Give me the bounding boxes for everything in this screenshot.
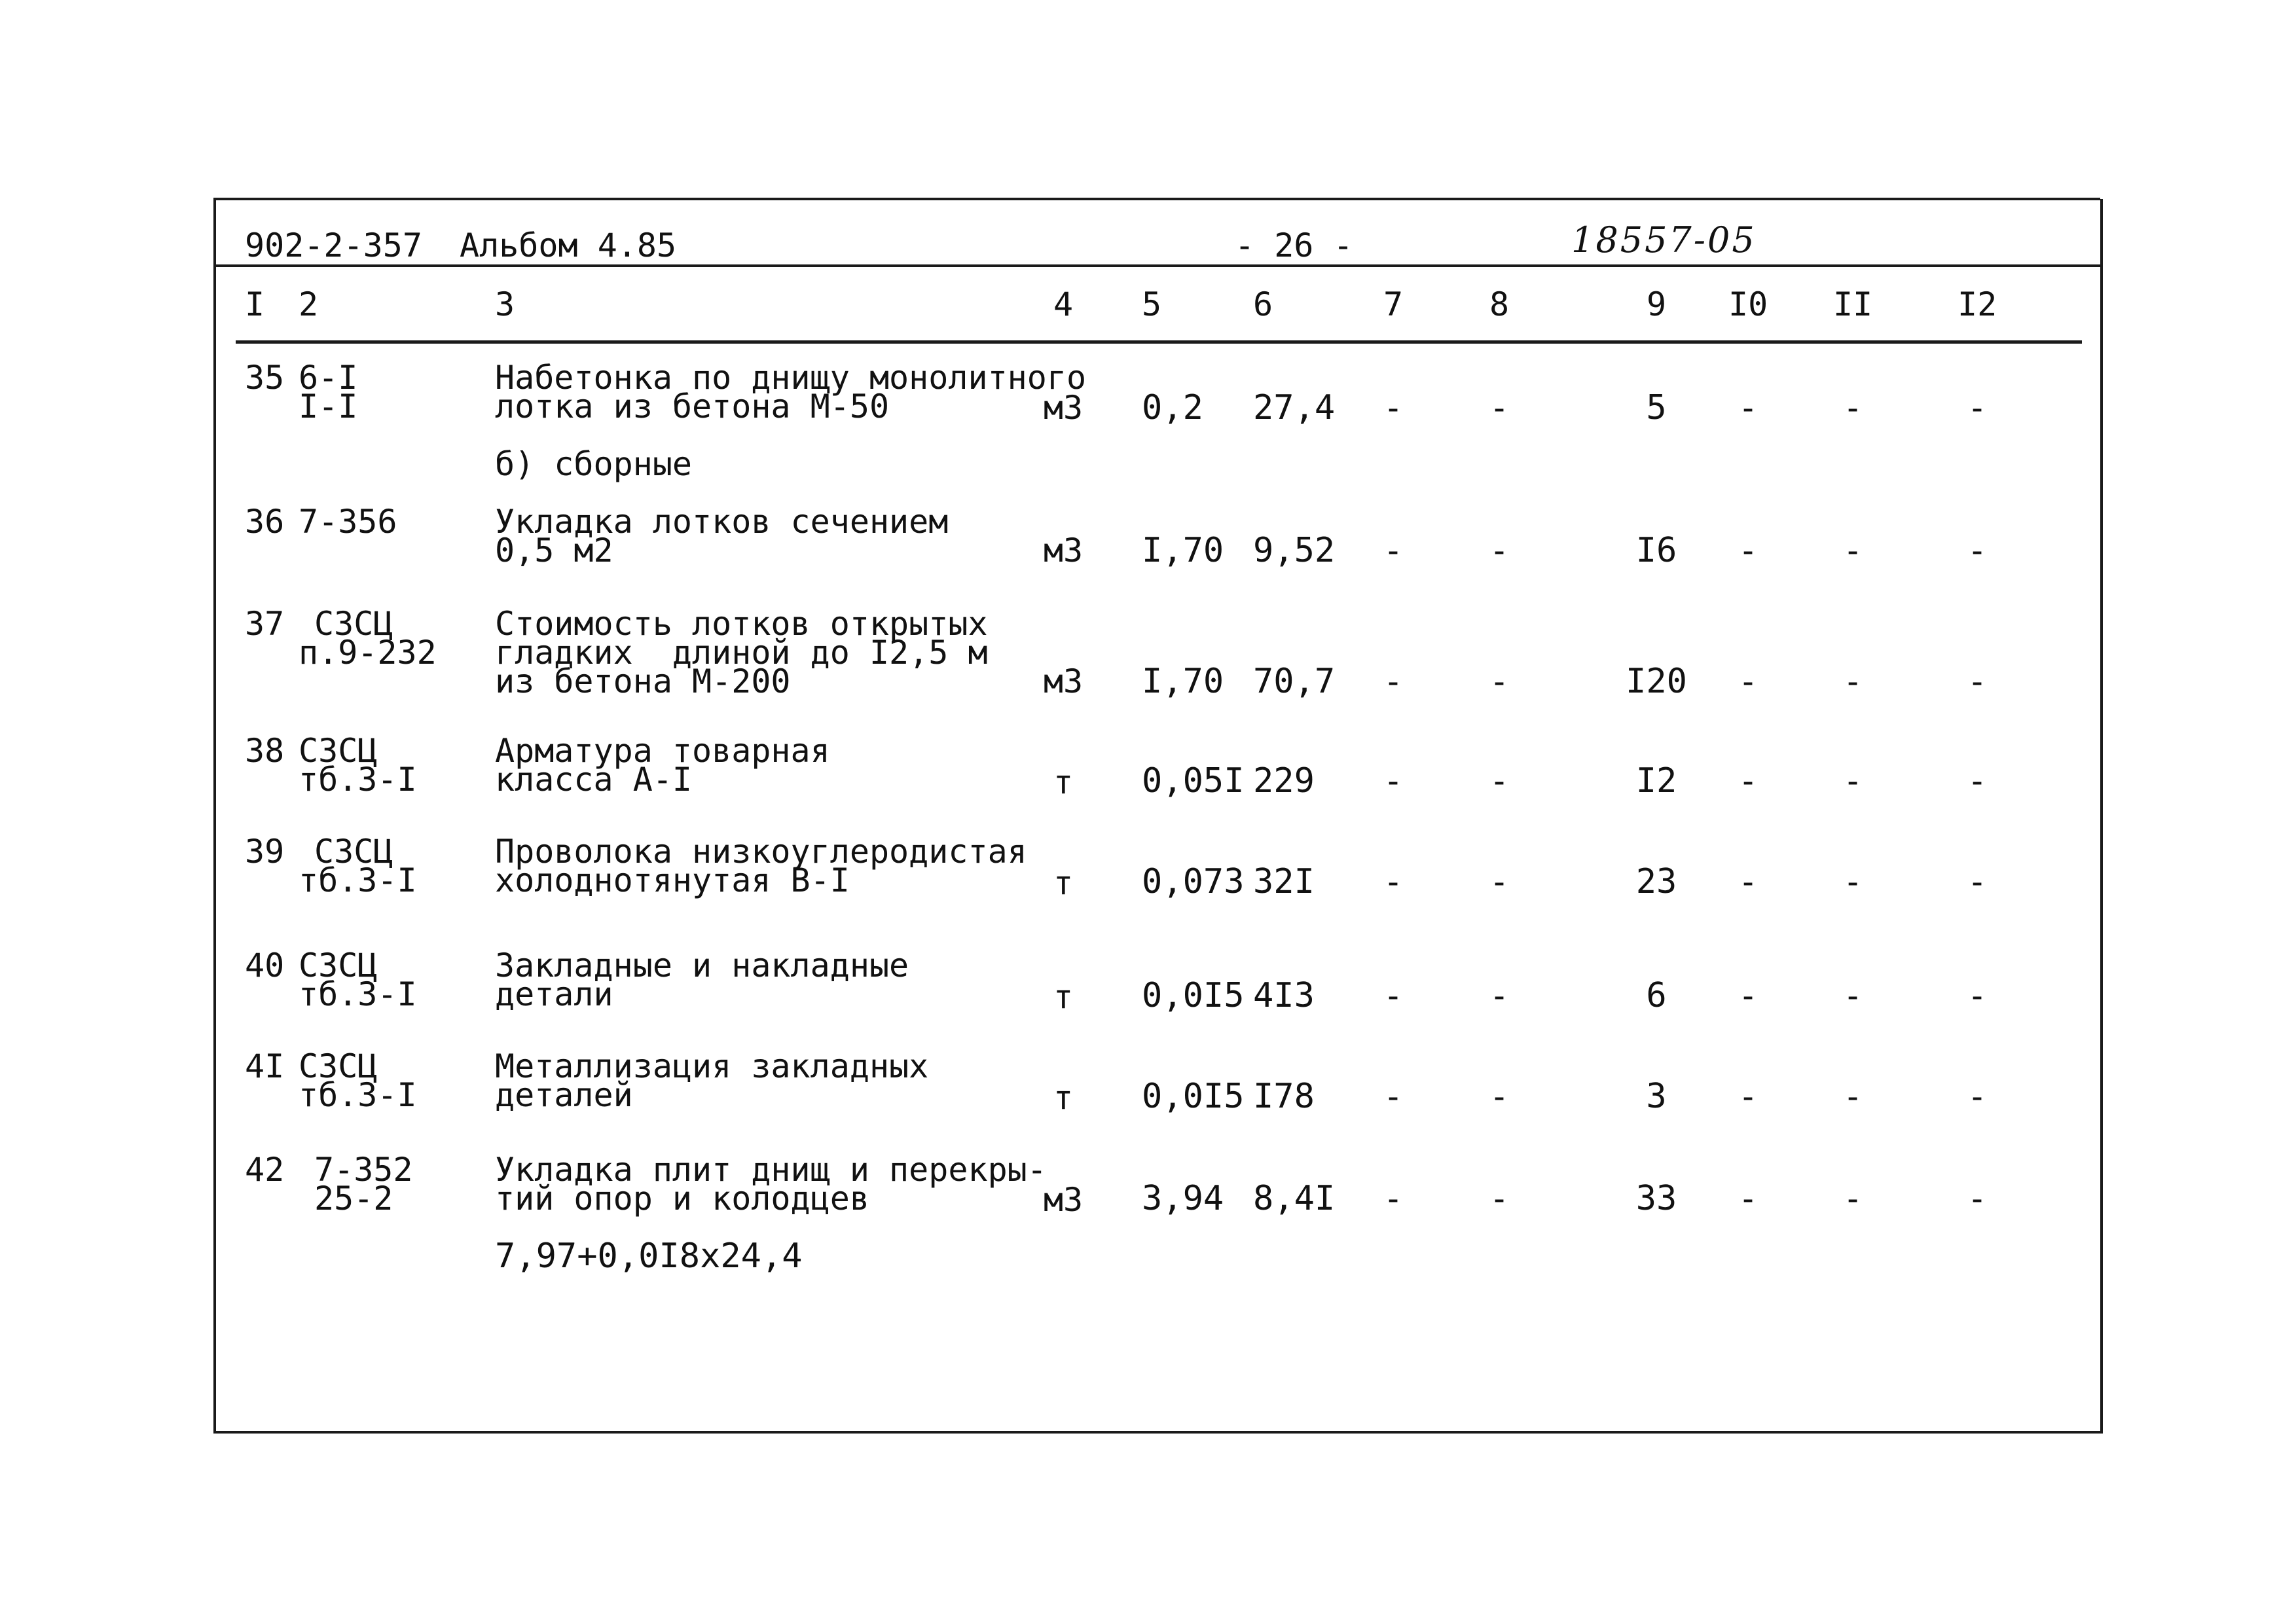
row-unit: т	[1053, 864, 1074, 902]
col-header-1: I	[245, 285, 265, 323]
row-col8: -	[1489, 389, 1510, 427]
col-header-10: I0	[1728, 285, 1768, 323]
row-price: 229	[1253, 761, 1315, 801]
row-description: из бетона М-200	[495, 662, 791, 700]
bottom-border	[213, 1431, 2100, 1434]
row-number: 42	[245, 1151, 285, 1189]
row-col10: -	[1738, 389, 1758, 427]
header-divider	[213, 264, 2100, 267]
row-col7: -	[1383, 389, 1404, 427]
row-col7: -	[1383, 662, 1404, 700]
col-header-11: II	[1833, 285, 1873, 323]
row-description: Проволока низкоуглеродистая	[495, 833, 1027, 871]
row-col9: 5	[1646, 388, 1667, 427]
row-ref: СЗСЦ	[314, 605, 393, 643]
col-header-5: 5	[1142, 285, 1162, 323]
row-ref: тб.3-I	[299, 861, 417, 899]
row-col8: -	[1489, 863, 1510, 901]
row-col8: -	[1489, 762, 1510, 800]
row-unit: т	[1053, 978, 1074, 1016]
row-number: 36	[245, 503, 285, 541]
row-quantity: 3,94	[1142, 1179, 1224, 1218]
row-description: 0,5 м2	[495, 532, 613, 569]
row-col11: -	[1842, 662, 1863, 700]
row-description: детали	[495, 975, 613, 1013]
row-col10: -	[1738, 532, 1758, 569]
row-col10: -	[1738, 863, 1758, 901]
row-ref: п.9-232	[299, 634, 437, 672]
row-ref: СЗСЦ	[299, 732, 378, 770]
top-border	[213, 198, 2100, 200]
row-number: 4I	[245, 1047, 285, 1085]
row-col8: -	[1489, 532, 1510, 569]
row-description: Стоимость лотков открытых	[495, 605, 988, 643]
row-col9: I6	[1635, 531, 1677, 570]
handwritten-code: 18557-05	[1571, 219, 1757, 261]
row-col12: -	[1967, 389, 1988, 427]
row-col9: I20	[1626, 662, 1687, 701]
row-col8: -	[1489, 1180, 1510, 1218]
row-col10: -	[1738, 762, 1758, 800]
col-header-3: 3	[495, 285, 515, 323]
row-col11: -	[1842, 863, 1863, 901]
row-col8: -	[1489, 1077, 1510, 1115]
row-col7: -	[1383, 762, 1404, 800]
col-header-12: I2	[1958, 285, 1997, 323]
row-description: Укладка лотков сечением	[495, 503, 949, 541]
row-col8: -	[1489, 977, 1510, 1015]
row-unit: т	[1053, 763, 1074, 801]
row-quantity: 0,0I5	[1142, 976, 1245, 1015]
row-price: 32I	[1253, 862, 1315, 901]
row-col7: -	[1383, 863, 1404, 901]
row-col9: I2	[1635, 761, 1677, 801]
row-ref: 25-2	[314, 1180, 393, 1218]
row-col7: -	[1383, 1077, 1404, 1115]
row-unit: м3	[1043, 662, 1084, 700]
row-ref: 7-356	[299, 503, 397, 541]
row-price: 4I3	[1253, 976, 1315, 1015]
row-col9: 6	[1646, 976, 1667, 1015]
col-header-4: 4	[1053, 285, 1074, 323]
row-price: 27,4	[1253, 388, 1336, 427]
row-col11: -	[1842, 977, 1863, 1015]
row-ref: тб.3-I	[299, 1076, 417, 1114]
album-label: Альбом 4.85	[460, 226, 677, 264]
row-col7: -	[1383, 1180, 1404, 1218]
row-unit: м3	[1043, 532, 1084, 569]
row-unit: м3	[1043, 1181, 1084, 1219]
row-description: класса А-I	[495, 761, 693, 799]
row-col12: -	[1967, 762, 1988, 800]
row-price: 70,7	[1253, 662, 1336, 701]
col-header-8: 8	[1489, 285, 1510, 323]
row-col7: -	[1383, 532, 1404, 569]
doc-code: 902-2-357	[245, 226, 422, 264]
row-number: 38	[245, 732, 285, 770]
row-col12: -	[1967, 977, 1988, 1015]
row-unit: м3	[1043, 389, 1084, 427]
row-ref: тб.3-I	[299, 761, 417, 799]
row-quantity: 0,05I	[1142, 761, 1245, 801]
row-col11: -	[1842, 1077, 1863, 1115]
row-ref: СЗСЦ	[299, 947, 378, 984]
row-quantity: I,70	[1142, 531, 1224, 570]
row-quantity: 0,2	[1142, 388, 1203, 427]
row-description: Арматура товарная	[495, 732, 830, 770]
row-number: 37	[245, 605, 285, 643]
row-col11: -	[1842, 389, 1863, 427]
row-description: Закладные и накладные	[495, 947, 909, 984]
row-ref: I-I	[299, 388, 358, 425]
row-col10: -	[1738, 977, 1758, 1015]
formula-line: 7,97+0,0I8x24,4	[495, 1236, 803, 1276]
section-subheading: б) сборные	[495, 445, 693, 483]
row-quantity: 0,0I5	[1142, 1077, 1245, 1116]
col-header-6: 6	[1253, 285, 1273, 323]
row-col11: -	[1842, 762, 1863, 800]
row-price: I78	[1253, 1077, 1315, 1116]
row-col8: -	[1489, 662, 1510, 700]
row-description: Металлизация закладных	[495, 1047, 929, 1085]
row-col12: -	[1967, 662, 1988, 700]
row-description: Укладка плит днищ и перекры-	[495, 1151, 1047, 1189]
row-col7: -	[1383, 977, 1404, 1015]
row-description: холоднотянутая В-I	[495, 861, 850, 899]
row-ref: 6-I	[299, 359, 358, 397]
row-col12: -	[1967, 532, 1988, 569]
col-header-7: 7	[1383, 285, 1404, 323]
row-number: 35	[245, 359, 285, 397]
row-col11: -	[1842, 1180, 1863, 1218]
row-ref: СЗСЦ	[299, 1047, 378, 1085]
row-col9: 33	[1635, 1179, 1677, 1218]
page-number: - 26 -	[1235, 226, 1353, 264]
col-header-2: 2	[299, 285, 319, 323]
row-quantity: I,70	[1142, 662, 1224, 701]
row-description: Набетонка по днищу монолитного	[495, 359, 1087, 397]
row-col10: -	[1738, 662, 1758, 700]
row-number: 40	[245, 947, 285, 984]
row-description: лотка из бетона М-50	[495, 388, 890, 425]
row-unit: т	[1053, 1079, 1074, 1117]
row-description: гладких длиной до I2,5 м	[495, 634, 988, 672]
row-quantity: 0,073	[1142, 862, 1245, 901]
row-price: 8,4I	[1253, 1179, 1336, 1218]
row-col9: 3	[1646, 1077, 1667, 1116]
row-price: 9,52	[1253, 531, 1336, 570]
row-description: тий опор и колодцев	[495, 1180, 869, 1218]
column-header-divider	[236, 340, 2082, 344]
row-col12: -	[1967, 863, 1988, 901]
row-col10: -	[1738, 1077, 1758, 1115]
row-col9: 23	[1635, 862, 1677, 901]
row-col12: -	[1967, 1180, 1988, 1218]
row-number: 39	[245, 833, 285, 871]
row-col12: -	[1967, 1077, 1988, 1115]
row-ref: тб.3-I	[299, 975, 417, 1013]
row-ref: 7-352	[314, 1151, 413, 1189]
row-ref: СЗСЦ	[314, 833, 393, 871]
col-header-9: 9	[1646, 285, 1667, 323]
row-col11: -	[1842, 532, 1863, 569]
row-col10: -	[1738, 1180, 1758, 1218]
row-description: деталей	[495, 1076, 633, 1114]
